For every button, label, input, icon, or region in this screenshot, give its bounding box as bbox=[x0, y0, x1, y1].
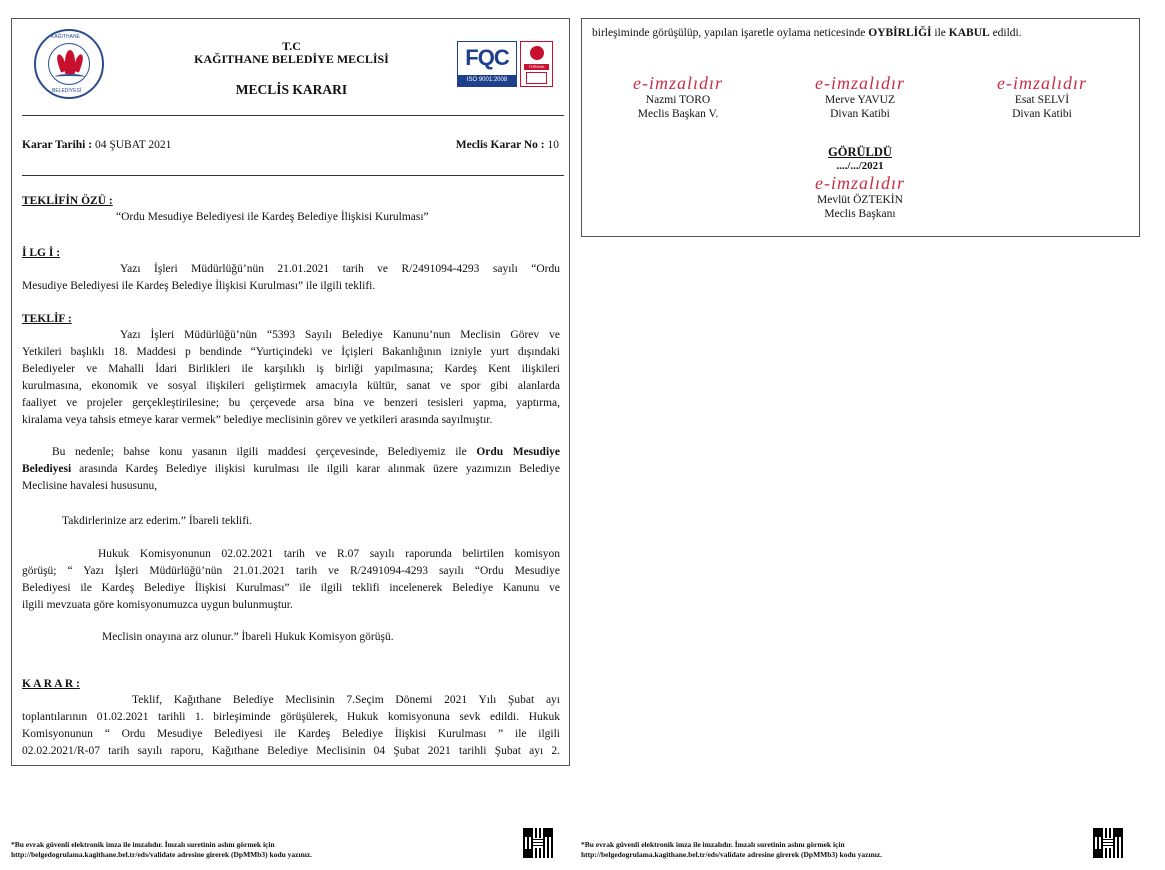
fqc-logo: FQC ISO 9001:2008 bbox=[457, 41, 517, 87]
commission-line: ilgili mevzuata göre komisyonumuzca uygun bulunmuştur. bbox=[22, 599, 293, 611]
approval-heading: GÖRÜLDÜ bbox=[828, 145, 892, 159]
signer-title: Meclis Başkan V. bbox=[637, 108, 719, 120]
logo-text-bottom: BELEDİYESİ bbox=[52, 88, 82, 94]
e-signature-mark: e-imzalıdır bbox=[815, 173, 905, 193]
closing-line: Takdirlerinize arz ederim.” İbareli teklifi. bbox=[62, 515, 253, 527]
ilgi-line: Yazı İşleri Müdürlüğü’nün 21.01.2021 tarih ve R/2491094-4293 sayılı “Ordu bbox=[120, 263, 560, 275]
approval-date: ..../.../2021 bbox=[836, 160, 884, 172]
decision-line: toplantılarının 01.02.2021 tarihli 1. birleşiminde görüşülerek, Hukuk komisyonuna sevk edildi. Hukuk bbox=[22, 711, 560, 723]
section-heading-ilgi: İ LG İ : bbox=[22, 247, 61, 259]
teklif-line: kiralama veya tahsis etmeye karar vermek” belediye meclisinin görev ve yetkileri arasında sayılmıştır. bbox=[22, 414, 493, 426]
signature-block bbox=[770, 73, 950, 121]
signer-title: Divan Katibi bbox=[1012, 108, 1072, 120]
divider bbox=[22, 115, 564, 116]
teklif-line: Yazı İşleri Müdürlüğü’nün “5393 Sayılı Belediye Kanunu’nun Meclisin Görev ve bbox=[120, 329, 560, 341]
qr-code-icon[interactable] bbox=[1093, 828, 1123, 858]
document-page-1 bbox=[11, 18, 570, 766]
president-title: Meclis Başkanı bbox=[824, 208, 896, 220]
header-council: KAĞITHANE BELEDİYE MECLİSİ bbox=[194, 52, 389, 66]
qr-code-icon[interactable] bbox=[523, 828, 553, 858]
section-heading-karar: K A R A R : bbox=[22, 678, 80, 690]
paragraph-line: Bu nedenle; bahse konu yasanın ilgili maddesi çerçevesinde, Belediyemiz ile Ordu Mesudiye bbox=[52, 446, 560, 458]
approval-block bbox=[770, 145, 950, 221]
decision-line: Komisyonunun “ Ordu Mesudiye Belediyesi ile Kardeş Belediye İlişkisi Kurulması ” ile ilgili bbox=[22, 728, 560, 740]
teklif-line: Yetkileri başlıklı 18. Maddesi p bendinde “Yurtiçindeki ve İçişleri Bakanlığının izniyle yurt dışındaki bbox=[22, 346, 560, 358]
turkak-logo: TÜRKAK bbox=[520, 41, 553, 87]
divider bbox=[22, 175, 564, 176]
commission-closing: Meclisin onayına arz olunur.” İbareli Hukuk Komisyon görüşü. bbox=[102, 631, 394, 643]
commission-line: Hukuk Komisyonunun 02.02.2021 tarih ve R.07 sayılı raporunda belirtilen komisyon bbox=[98, 548, 560, 560]
signer-name: Nazmi TORO bbox=[645, 94, 711, 106]
decision-continuation: birleşiminde görüşülüp, yapılan işaretle oylama neticesinde OYBİRLİĞİ ile KABUL edildi. bbox=[592, 27, 1022, 39]
ilgi-line: Mesudiye Belediyesi ile Kardeş Belediye İlişkisi Kurulması” ile ilgili teklifi. bbox=[22, 280, 376, 292]
decision-line: Teklif, Kağıthane Belediye Meclisinin 7.Seçim Dönemi 2021 Yılı Şubat ayı bbox=[132, 694, 560, 706]
teklif-line: faaliyet ve projeler gerçekleştirilesine; bu çerçevede arsa bina ve benzeri tesisleri yapma, yaptırma, bbox=[22, 397, 560, 409]
commission-line: görüşü; “ Yazı İşleri Müdürlüğü’nün 21.01.2021 tarih ve R/2491094-4293 sayılı “Ordu Mesudiye bbox=[22, 565, 560, 577]
section-heading-ozu: TEKLİFİN ÖZÜ : bbox=[22, 195, 113, 207]
e-signature-mark: e-imzalıdır bbox=[633, 73, 723, 93]
signer-title: Divan Katibi bbox=[830, 108, 890, 120]
logo-text-top: KAĞITHANE bbox=[51, 34, 80, 40]
page-title: MECLİS KARARI bbox=[235, 82, 348, 97]
footer-note-1: *Bu evrak güvenli elektronik imza ile imzalıdır. İmzalı suretinin aslını görmek için http://belgedogrulama.kagithane.bel.tr/eds/validate adresine girerek (DpMMb3) kodu yazınız. bbox=[11, 840, 313, 859]
paragraph-line: Meclisine havalesi hususunu, bbox=[22, 480, 158, 492]
paragraph-line: Belediyesi arasında Kardeş Belediye ilişkisi kurulması ile ilgili karar alınmak üzere yazımızın Belediye bbox=[22, 463, 560, 475]
signature-block bbox=[588, 73, 768, 121]
e-signature-mark: e-imzalıdır bbox=[815, 73, 905, 93]
document-page-2 bbox=[581, 18, 1140, 237]
certification-logos bbox=[457, 41, 557, 87]
decision-date: Karar Tarihi : 04 ŞUBAT 2021 bbox=[22, 139, 172, 151]
teklif-line: Belediyeler ve Mahalli İdari Birlikleri ile karşılıklı iş birliği yapılmasına; Kardeş Kent ilişkileri bbox=[22, 363, 560, 375]
header-tc: T.C bbox=[282, 39, 301, 53]
e-signature-mark: e-imzalıdır bbox=[997, 73, 1087, 93]
decision-line: 02.02.2021/R-07 tarih sayılı raporu, Kağıthane Belediye Meclisinin 04 Şubat 2021 tarihli Şubat ayı 2. bbox=[22, 745, 560, 757]
commission-line: Belediyesi ile Kardeş Belediye İlişkisi Kurulması” ile ilgili teklifi incelenerek Belediye Kanunu ve bbox=[22, 582, 560, 594]
signer-name: Merve YAVUZ bbox=[825, 94, 895, 106]
footer-note-2: *Bu evrak güvenli elektronik imza ile imzalıdır. İmzalı suretinin aslını görmek için http://belgedogrulama.kagithane.bel.tr/eds/validate adresine girerek (DpMMb3) kodu yazınız. bbox=[581, 840, 883, 859]
section-heading-teklif: TEKLİF : bbox=[22, 313, 72, 325]
teklif-line: kurulmasına, ekonomik ve sosyal ilişkileri geliştirmek amacıyla kültür, sanat ve spor gibi alanlarda bbox=[22, 380, 560, 392]
signer-name: Esat SELVİ bbox=[1014, 94, 1070, 106]
proposal-summary: “Ordu Mesudiye Belediyesi ile Kardeş Belediye İlişkisi Kurulması” bbox=[116, 211, 429, 223]
decision-number: Meclis Karar No : 10 bbox=[455, 139, 559, 151]
signature-block bbox=[952, 73, 1132, 121]
president-name: Mevlüt ÖZTEKİN bbox=[817, 194, 903, 206]
